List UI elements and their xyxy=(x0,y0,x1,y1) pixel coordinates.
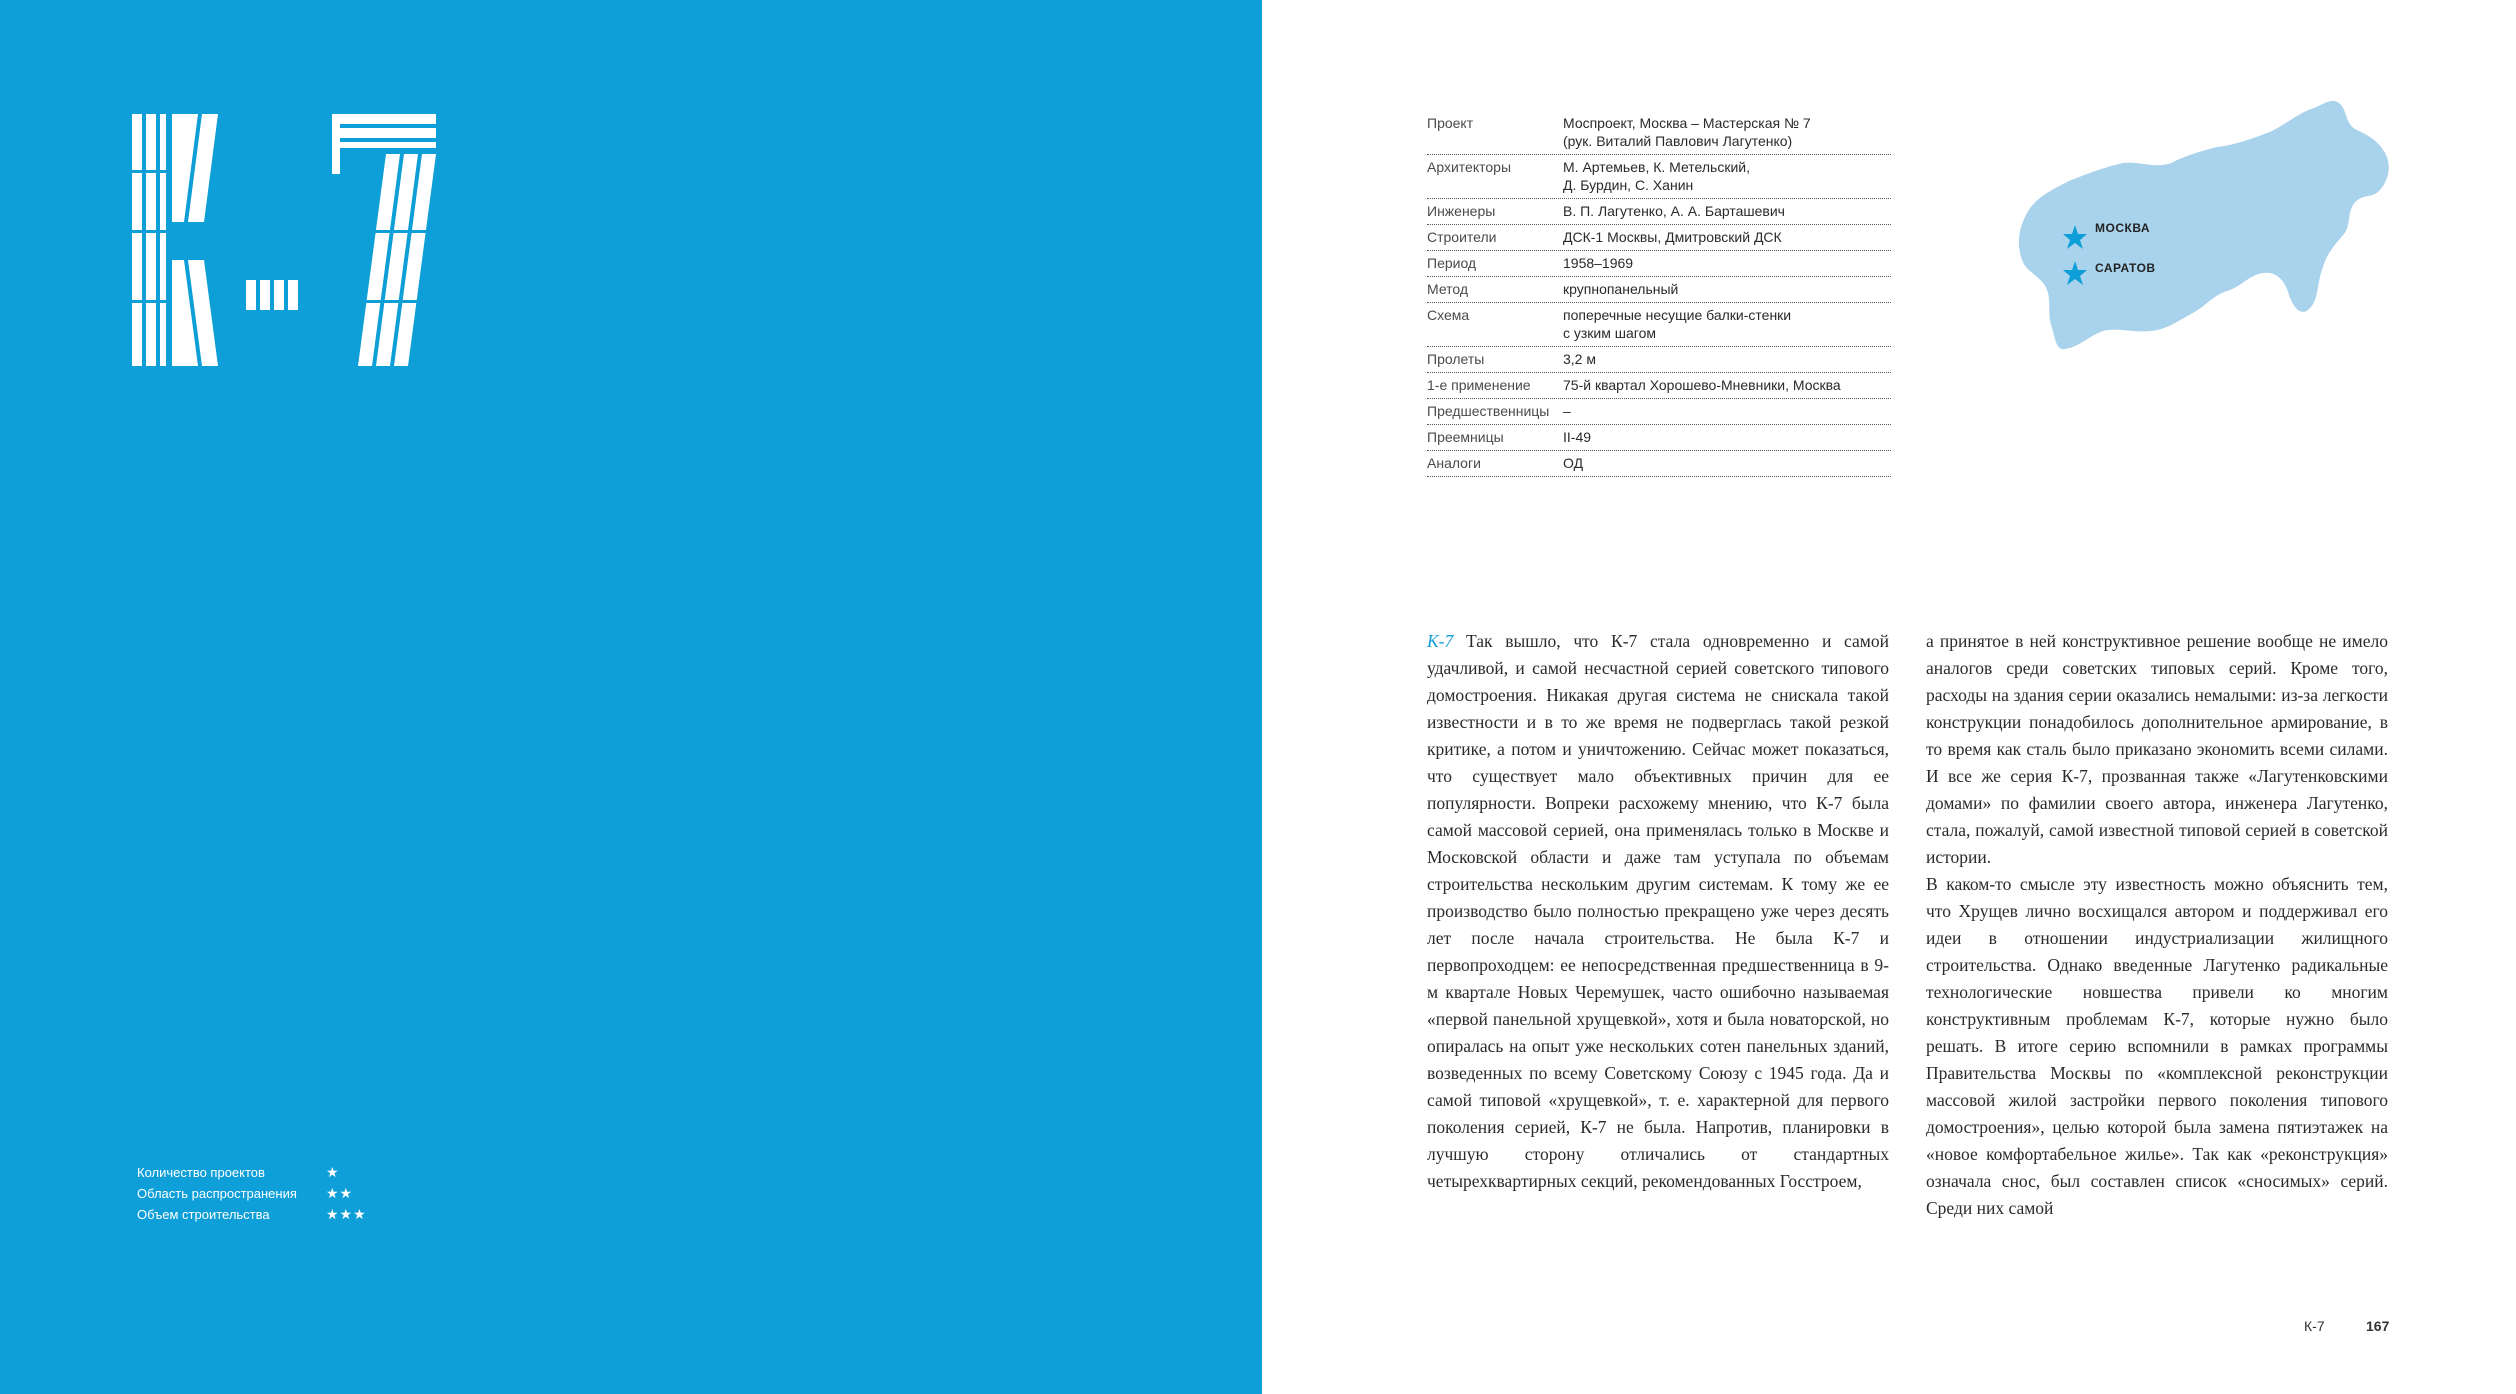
spec-row xyxy=(1427,373,1891,399)
spec-value: М. Артемьев, К. Метельский, Д. Бурдин, С. Ханин xyxy=(1563,159,1750,193)
page-number: 167 xyxy=(2366,1318,2390,1334)
ratings-legend xyxy=(137,1162,367,1225)
spec-value: ДСК-1 Москвы, Дмитровский ДСК xyxy=(1563,229,1782,245)
spec-row xyxy=(1427,425,1891,451)
star-icon: ★★★ xyxy=(326,1206,367,1222)
text-column-1 xyxy=(1427,628,1889,1195)
rating-label: Область распространения xyxy=(137,1186,297,1201)
spec-value: Моспроект, Москва – Мастерская № 7 (рук. Виталий Павлович Лагутенко) xyxy=(1563,115,1811,149)
spec-key: Схема xyxy=(1427,307,1470,323)
spec-row xyxy=(1427,303,1891,347)
specs-table xyxy=(1427,111,1891,477)
rating-label: Объем строительства xyxy=(137,1207,270,1222)
spec-row xyxy=(1427,199,1891,225)
spec-row xyxy=(1427,399,1891,425)
rating-row xyxy=(137,1204,367,1225)
city-label-saratov: САРАТОВ xyxy=(2095,261,2156,275)
rating-row xyxy=(137,1183,367,1204)
spec-value: 3,2 м xyxy=(1563,351,1596,367)
spec-key: Инженеры xyxy=(1427,203,1496,219)
spec-row xyxy=(1427,347,1891,373)
spec-value: 1958–1969 xyxy=(1563,255,1634,271)
spec-key: Преемницы xyxy=(1427,429,1504,445)
text-column-2 xyxy=(1926,628,2388,1222)
rating-label: Количество проектов xyxy=(137,1165,265,1180)
spec-row xyxy=(1427,277,1891,303)
distribution-map xyxy=(2005,95,2405,385)
spec-key: Период xyxy=(1427,255,1477,271)
spec-value: В. П. Лагутенко, А. А. Барташевич xyxy=(1563,203,1785,219)
paragraph xyxy=(1427,628,1889,1195)
spec-row xyxy=(1427,111,1891,155)
spec-key: Архитекторы xyxy=(1427,159,1511,175)
spec-value: 75-й квартал Хорошево-Мневники, Москва xyxy=(1563,377,1841,393)
spec-value: крупнопанельный xyxy=(1563,281,1679,297)
paragraph: В каком-то смысле эту известность можно объяснить тем, что Хрущев лично восхищался автором и поддерживал его идеи в отношении индустриализации жилищного строительства. Однако введенные Лагутенко радикальные технологические новшества привели ко многим конструктивным проблемам К-7, которые нужно было решать. В итоге серию вспомнили в рамках программы Правительства Москвы по «комплексной реконструкции массовой жилой застройки первого поколения типового домостроения», целью которой была замена пятиэтажек на «новое комфортабельное жилье». Так как «реконструкция» означала снос, был составлен список «сносимых» серий. Среди них самой xyxy=(1926,874,2388,1218)
spec-key: Метод xyxy=(1427,281,1469,297)
spec-key: 1-е применение xyxy=(1427,377,1531,393)
series-title-graphic xyxy=(128,110,448,372)
spec-key: Аналоги xyxy=(1427,455,1481,471)
spec-row xyxy=(1427,155,1891,199)
spec-value: поперечные несущие балки-стенки с узким шагом xyxy=(1563,307,1792,341)
spec-key: Предшественницы xyxy=(1427,403,1550,419)
ussr-map-icon xyxy=(2005,95,2405,385)
paragraph-text: Так вышло, что К-7 стала одновременно и самой удачливой, и самой несчастной серией советского типового домостроения. Никакая другая система не снискала такой известности и в то же время не подверглась такой резкой критике, а потом и уничтожению. Сейчас может показаться, что существует мало объективных причин для ее популярности. Вопреки расхожему мнению, что К-7 была самой массовой серией, она применялась только в Москве и Московской области и даже там уступала по объемам строительства нескольким другим системам. К тому же ее производство было полностью прекращено уже через десять лет после начала строительства. Не была К-7 и первопроходцем: ее непосредственная предшественница в 9-м квартале Новых Черемушек, часто ошибочно называемая «первой панельной хрущевкой», хотя и была новаторской, но опиралась на опыт уже нескольких сотен панельных зданий, возведенных по всему Советскому Союзу с 1945 года. Да и самой типовой «хрущевкой», т. е. характерной для первого поколения серией, К-7 не была. Напротив, планировки в лучшую сторону отличались от стандартных четырехквартирных секций, рекомендованных Госстроем, xyxy=(1427,631,1889,1191)
spec-value: – xyxy=(1563,403,1571,419)
star-icon: ★★ xyxy=(326,1185,354,1201)
spec-key: Строители xyxy=(1427,229,1497,245)
spec-key: Проект xyxy=(1427,115,1474,131)
lead-in: К-7 xyxy=(1427,631,1454,651)
spec-row xyxy=(1427,225,1891,251)
running-footer-section: К-7 xyxy=(2304,1318,2325,1334)
spec-row xyxy=(1427,451,1891,477)
city-label-moscow: МОСКВА xyxy=(2095,221,2151,235)
spec-key: Пролеты xyxy=(1427,351,1485,367)
star-icon: ★ xyxy=(326,1164,340,1180)
paragraph: а принятое в ней конструктивное решение вообще не имело аналогов среди советских типовых серий. Кроме того, расходы на здания серии оказались немалыми: из-за легкости конструкции понадобилось дополнительное армирование, в то время как сталь было приказано экономить всеми силами. И все же серия К-7, прозванная также «Лагутенковскими домами» по фамилии своего автора, инженера Лагутенко, стала, пожалуй, самой известной типовой серией в советской истории. xyxy=(1926,631,2388,867)
spec-value: ОД xyxy=(1563,455,1584,471)
rating-row xyxy=(137,1162,367,1183)
spec-value: II-49 xyxy=(1563,429,1592,445)
spec-row xyxy=(1427,251,1891,277)
